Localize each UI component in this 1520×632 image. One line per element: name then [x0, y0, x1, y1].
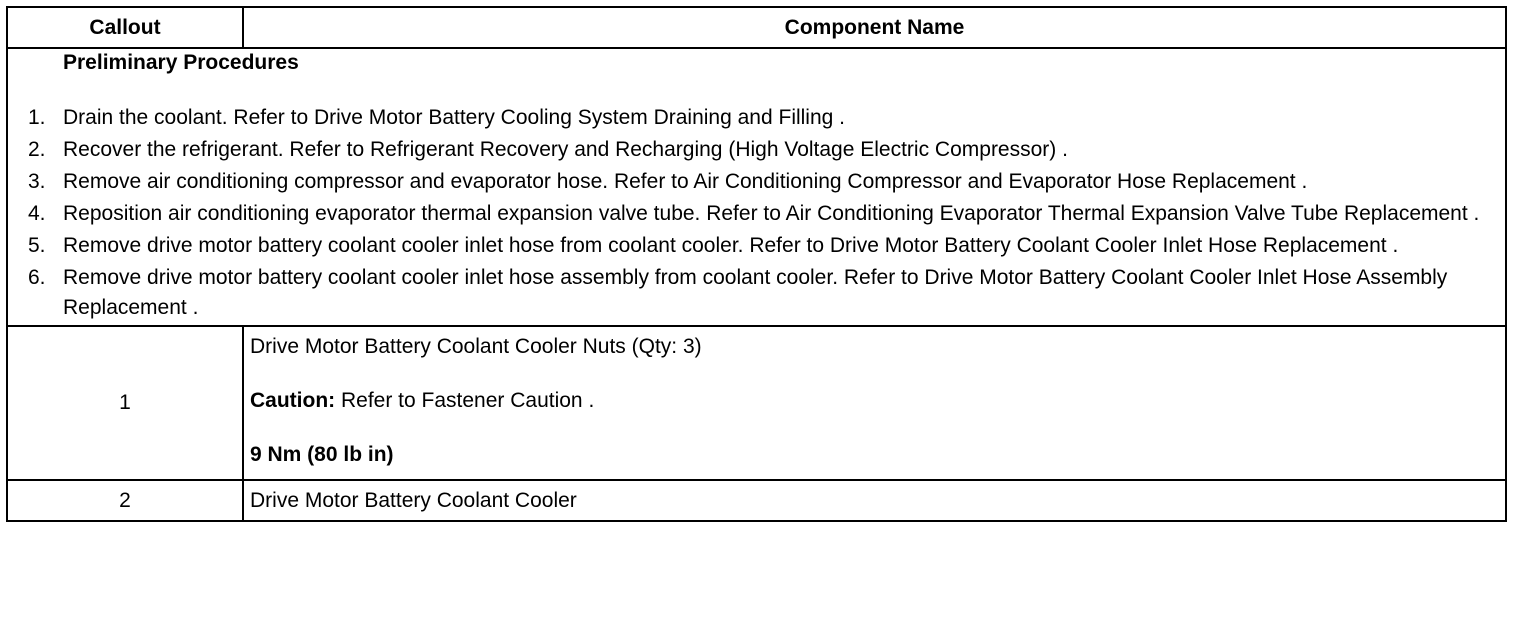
list-item	[8, 167, 1505, 197]
preliminary-row	[7, 48, 1506, 326]
callout-cell: 1	[7, 326, 243, 480]
callout-cell: 2	[7, 480, 243, 521]
table-row	[7, 480, 1506, 521]
step-number: 5.	[28, 234, 46, 257]
step-text: Recover the refrigerant. Refer to Refrigerant Recovery and Recharging (High Voltage Electric Compressor) .	[63, 138, 1068, 161]
list-item	[8, 231, 1505, 261]
step-text: Remove drive motor battery coolant cooler inlet hose assembly from coolant cooler. Refer to Drive Motor Battery Coolant Cooler Inlet Hose Assembly Replacement .	[63, 266, 1448, 319]
component-name: Drive Motor Battery Coolant Cooler Nuts (Qty: 3)	[250, 335, 702, 358]
list-item	[8, 263, 1505, 323]
step-number: 2.	[28, 138, 46, 161]
list-item	[8, 103, 1505, 133]
caution-label: Caution:	[250, 389, 336, 412]
callout-header: Callout	[7, 7, 243, 48]
procedure-table	[6, 6, 1507, 522]
component-cell	[243, 326, 1506, 480]
caution-text: Refer to Fastener Caution .	[335, 389, 595, 412]
list-item	[8, 199, 1505, 229]
torque-spec: 9 Nm (80 lb in)	[250, 443, 394, 466]
step-number: 3.	[28, 170, 46, 193]
step-text: Remove drive motor battery coolant cooler inlet hose from coolant cooler. Refer to Drive Motor Battery Coolant Cooler Inlet Hose Replacement .	[63, 234, 1399, 257]
step-text: Remove air conditioning compressor and evaporator hose. Refer to Air Conditioning Compressor and Evaporator Hose Replacement .	[63, 170, 1308, 193]
list-item	[8, 135, 1505, 165]
step-text: Drain the coolant. Refer to Drive Motor Battery Cooling System Draining and Filling .	[63, 106, 846, 129]
caution-note	[250, 387, 1505, 415]
step-number: 6.	[28, 266, 46, 289]
step-number: 4.	[28, 202, 46, 225]
step-text: Reposition air conditioning evaporator thermal expansion valve tube. Refer to Air Conditioning Evaporator Thermal Expansion Valve Tube Replacement .	[63, 202, 1480, 225]
preliminary-steps	[8, 103, 1505, 323]
header-row	[7, 7, 1506, 48]
preliminary-procedures	[7, 48, 1506, 326]
preliminary-title: Preliminary Procedures	[63, 51, 299, 74]
component-name-header: Component Name	[243, 7, 1506, 48]
table-row	[7, 326, 1506, 480]
step-number: 1.	[28, 106, 46, 129]
component-cell: Drive Motor Battery Coolant Cooler	[243, 480, 1506, 521]
